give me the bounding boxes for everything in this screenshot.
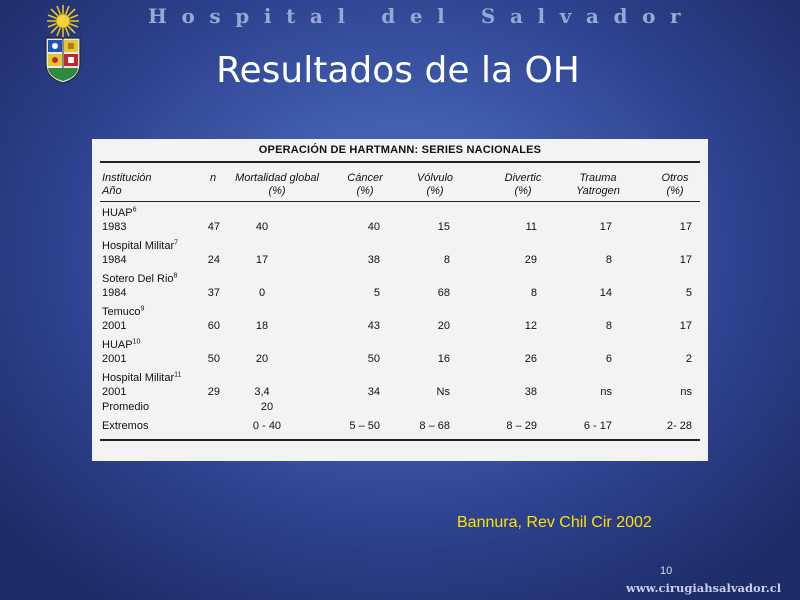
page-number: 10 — [660, 565, 673, 577]
col-header-cancer: Cáncer — [347, 172, 383, 184]
reference-number: 11 — [174, 371, 182, 379]
promedio-label: Promedio — [102, 401, 150, 413]
col-header-n: n — [210, 172, 217, 184]
row-divertic: 26 — [524, 353, 537, 365]
row-otros: 5 — [685, 287, 692, 299]
col-header-trauma: Trauma — [579, 172, 617, 184]
row-mort: 20 — [255, 353, 269, 365]
row-n: 60 — [207, 320, 220, 332]
extremos-divertic: 8 – 29 — [506, 420, 537, 432]
row-mort: 40 — [255, 221, 269, 233]
row-cancer: 40 — [367, 221, 380, 233]
institution-name: HUAP — [102, 207, 133, 219]
row-year: 2001 — [102, 353, 127, 365]
reference-number: 7 — [174, 239, 179, 247]
col-header-mortalidad-unit: (%) — [268, 185, 286, 197]
row-divertic: 11 — [525, 221, 537, 233]
row-trauma: 6 — [605, 353, 612, 365]
row-institution — [102, 273, 177, 286]
institution-name: Hospital Militar — [102, 240, 175, 252]
institution-name: Temuco — [102, 306, 141, 318]
row-volvulo: 68 — [437, 287, 450, 299]
row-n: 29 — [207, 386, 220, 398]
row-trauma: 17 — [599, 221, 612, 233]
row-year: 1983 — [102, 221, 127, 233]
institution-name: Sotero Del Rio — [102, 273, 174, 285]
col-header-institucion: Institución — [102, 172, 152, 184]
slide-title: Resultados de la OH — [216, 50, 580, 91]
row-cancer: 38 — [367, 254, 380, 266]
row-mort: 3,4 — [254, 386, 270, 398]
col-header-otros: Otros — [661, 172, 689, 184]
col-header-divertic-unit: (%) — [514, 185, 532, 197]
hospital-name-header: Hospital del Salvador — [148, 4, 696, 28]
institution-name: HUAP — [102, 339, 133, 351]
reference-number: 9 — [140, 305, 145, 313]
row-institution — [102, 207, 136, 220]
row-otros: ns — [680, 386, 692, 398]
row-year: 2001 — [102, 386, 127, 398]
row-institution — [102, 306, 144, 319]
sun-logo-icon — [46, 4, 80, 38]
table-heading: OPERACIÓN DE HARTMANN: SERIES NACIONALES — [258, 144, 542, 156]
col-header-divertic: Divertic — [504, 172, 542, 184]
row-divertic: 38 — [524, 386, 537, 398]
col-header-volvulo: Vólvulo — [416, 172, 454, 184]
citation: Bannura, Rev Chil Cir 2002 — [457, 514, 652, 531]
row-trauma: 8 — [605, 254, 612, 266]
row-mort: 17 — [255, 254, 269, 266]
row-otros: 17 — [679, 320, 692, 332]
col-header-otros-unit: (%) — [666, 185, 684, 197]
reference-number: 10 — [132, 338, 141, 346]
row-otros: 2 — [685, 353, 692, 365]
row-institution — [102, 372, 181, 385]
row-n: 37 — [207, 287, 220, 299]
table-rule-top — [100, 161, 700, 163]
table-rule-header — [100, 201, 700, 202]
promedio-mortalidad: 20 — [260, 401, 274, 413]
row-n: 47 — [207, 221, 220, 233]
row-divertic: 8 — [530, 287, 537, 299]
extremos-trauma: 6 - 17 — [583, 420, 612, 432]
row-trauma: ns — [600, 386, 612, 398]
row-mort: 18 — [255, 320, 269, 332]
website-link[interactable]: www.cirugiahsalvador.cl — [626, 581, 782, 595]
row-institution — [102, 240, 178, 253]
row-n: 50 — [207, 353, 220, 365]
row-cancer: 5 — [373, 287, 380, 299]
row-otros: 17 — [679, 254, 692, 266]
col-header-trauma-sub: Yatrogen — [576, 185, 620, 197]
row-volvulo: Ns — [436, 386, 450, 398]
row-year: 2001 — [102, 320, 127, 332]
col-header-volvulo-unit: (%) — [426, 185, 444, 197]
extremos-volvulo: 8 – 68 — [419, 420, 450, 432]
extremos-cancer: 5 – 50 — [349, 420, 380, 432]
row-trauma: 14 — [599, 287, 612, 299]
col-header-ano: Año — [102, 185, 122, 197]
row-volvulo: 8 — [443, 254, 450, 266]
institution-name: Hospital Militar — [102, 372, 175, 384]
row-cancer: 43 — [367, 320, 380, 332]
row-volvulo: 15 — [437, 221, 450, 233]
extremos-label: Extremos — [102, 420, 149, 432]
row-year: 1984 — [102, 254, 127, 266]
extremos-mortalidad: 0 - 40 — [252, 420, 282, 432]
row-cancer: 34 — [367, 386, 380, 398]
row-n: 24 — [207, 254, 220, 266]
row-volvulo: 16 — [437, 353, 450, 365]
row-institution — [102, 339, 140, 352]
row-year: 1984 — [102, 287, 127, 299]
row-otros: 17 — [679, 221, 692, 233]
row-divertic: 12 — [524, 320, 537, 332]
table-rule-bottom — [100, 439, 700, 441]
row-divertic: 29 — [524, 254, 537, 266]
row-volvulo: 20 — [437, 320, 450, 332]
reference-number: 8 — [173, 272, 178, 280]
col-header-cancer-unit: (%) — [356, 185, 374, 197]
row-cancer: 50 — [367, 353, 380, 365]
results-table — [92, 139, 708, 461]
col-header-mortalidad: Mortalidad global — [235, 172, 319, 184]
reference-number: 6 — [132, 206, 137, 214]
row-mort: 0 — [258, 287, 266, 299]
extremos-otros: 2- 28 — [666, 420, 692, 432]
row-trauma: 8 — [605, 320, 612, 332]
